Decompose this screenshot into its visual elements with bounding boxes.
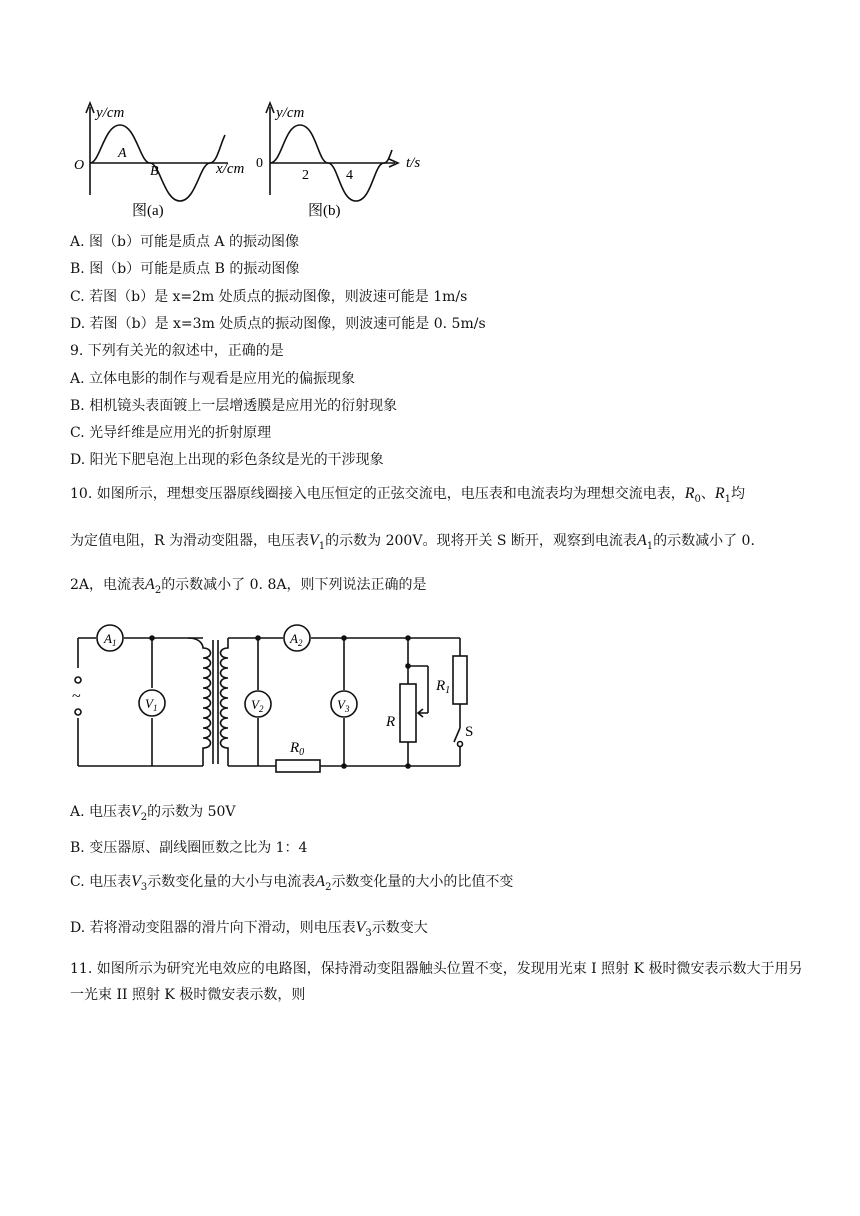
graph-a-caption: 图(a) [132,203,164,219]
q9-stem: 9. 下列有关光的叙述中，正确的是 [70,343,284,359]
q10-option-b: B. 变压器原、副线圈匝数之比为 1：4 [70,840,308,856]
q9-option-a: A. 立体电影的制作与观看是应用光的偏振现象 [70,371,356,387]
q10-option-c: C. 电压表$V_3$示数变化量的大小与电流表$A_2$示数变化量的大小的比值不变 [70,873,514,893]
q10-option-a: A. 电压表$V_2$的示数为 50V [70,803,236,823]
graph-b-origin: 0 [256,156,263,171]
q8-option-a: A. 图（b）可能是质点 A 的振动图像 [70,234,299,250]
svg-text:V3: $V_3$ [337,697,350,714]
q10-stem-line-2: 为定值电阻，R 为滑动变阻器，电压表$V_1$的示数为 200V。现将开关 S 断开，观察到电流表$A_1$的示数减小了 0. [70,532,755,552]
source-symbol: ~ [72,688,81,705]
svg-text:V1: $V_1$ [145,696,158,713]
graph-a-point-b: B [150,164,159,179]
graph-b-tick-4: 4 [346,168,353,183]
q10-option-d: D. 若将滑动变阻器的滑片向下滑动，则电压表$V_3$示数变大 [70,919,428,939]
q8-option-c: C. 若图（b）是 x=2m 处质点的振动图像，则波速可能是 1m/s [70,289,468,305]
q10-stem-line-3: 2A，电流表$A_2$的示数减小了 0. 8A，则下列说法正确的是 [70,576,427,596]
q9-option-b: B. 相机镜头表面镀上一层增透膜是应用光的衍射现象 [70,398,398,414]
label-switch: S [465,724,474,740]
graph-a-point-a: A [118,146,127,161]
rheostat-r [400,684,416,742]
graph-b-caption: 图(b) [308,203,341,219]
svg-text:R0: $R_0$ [290,740,305,758]
q9-option-c: C. 光导纤维是应用光的折射原理 [70,425,272,441]
primary-coil [188,638,211,766]
label-r: R [386,714,396,730]
resistor-r0 [276,760,320,772]
graph-a-origin: O [74,158,85,173]
q10-stem-line-1: 10. 如图所示，理想变压器原线圈接入电压恒定的正弦交流电，电压表和电流表均为理想交流电表，$R_0$、$R_1$均 [70,485,746,505]
q8-option-b: B. 图（b）可能是质点 B 的振动图像 [70,261,300,277]
graph-b-tick-2: 2 [302,168,309,183]
graph-b-x-label: t/s [406,155,421,171]
svg-text:R1: $R_1$ [436,678,451,696]
wave-figures [70,95,450,225]
svg-text:A1: $A_1$ [104,631,117,648]
q8-option-d: D. 若图（b）是 x=3m 处质点的振动图像，则波速可能是 0. 5m/s [70,316,486,332]
graph-a-y-label: y/cm [96,105,125,121]
graph-a-x-label: x/cm [216,161,245,177]
secondary-coil [221,638,229,766]
q9-option-d: D. 阳光下肥皂泡上出现的彩色条纹是光的干涉现象 [70,452,384,468]
transformer-circuit [68,618,488,778]
svg-text:A2: $A_2$ [290,631,303,648]
svg-text:V2: $V_2$ [251,697,264,714]
graph-b-y-label: y/cm [276,105,305,121]
resistor-r1 [453,656,467,704]
q11-stem: 11. 如图所示为研究光电效应的电路图，保持滑动变阻器触头位置不变，发现用光束 I 照射 K 极时微安表示数大于用另一光束 II 照射 K 极时微安表示数，则 [70,961,803,1003]
